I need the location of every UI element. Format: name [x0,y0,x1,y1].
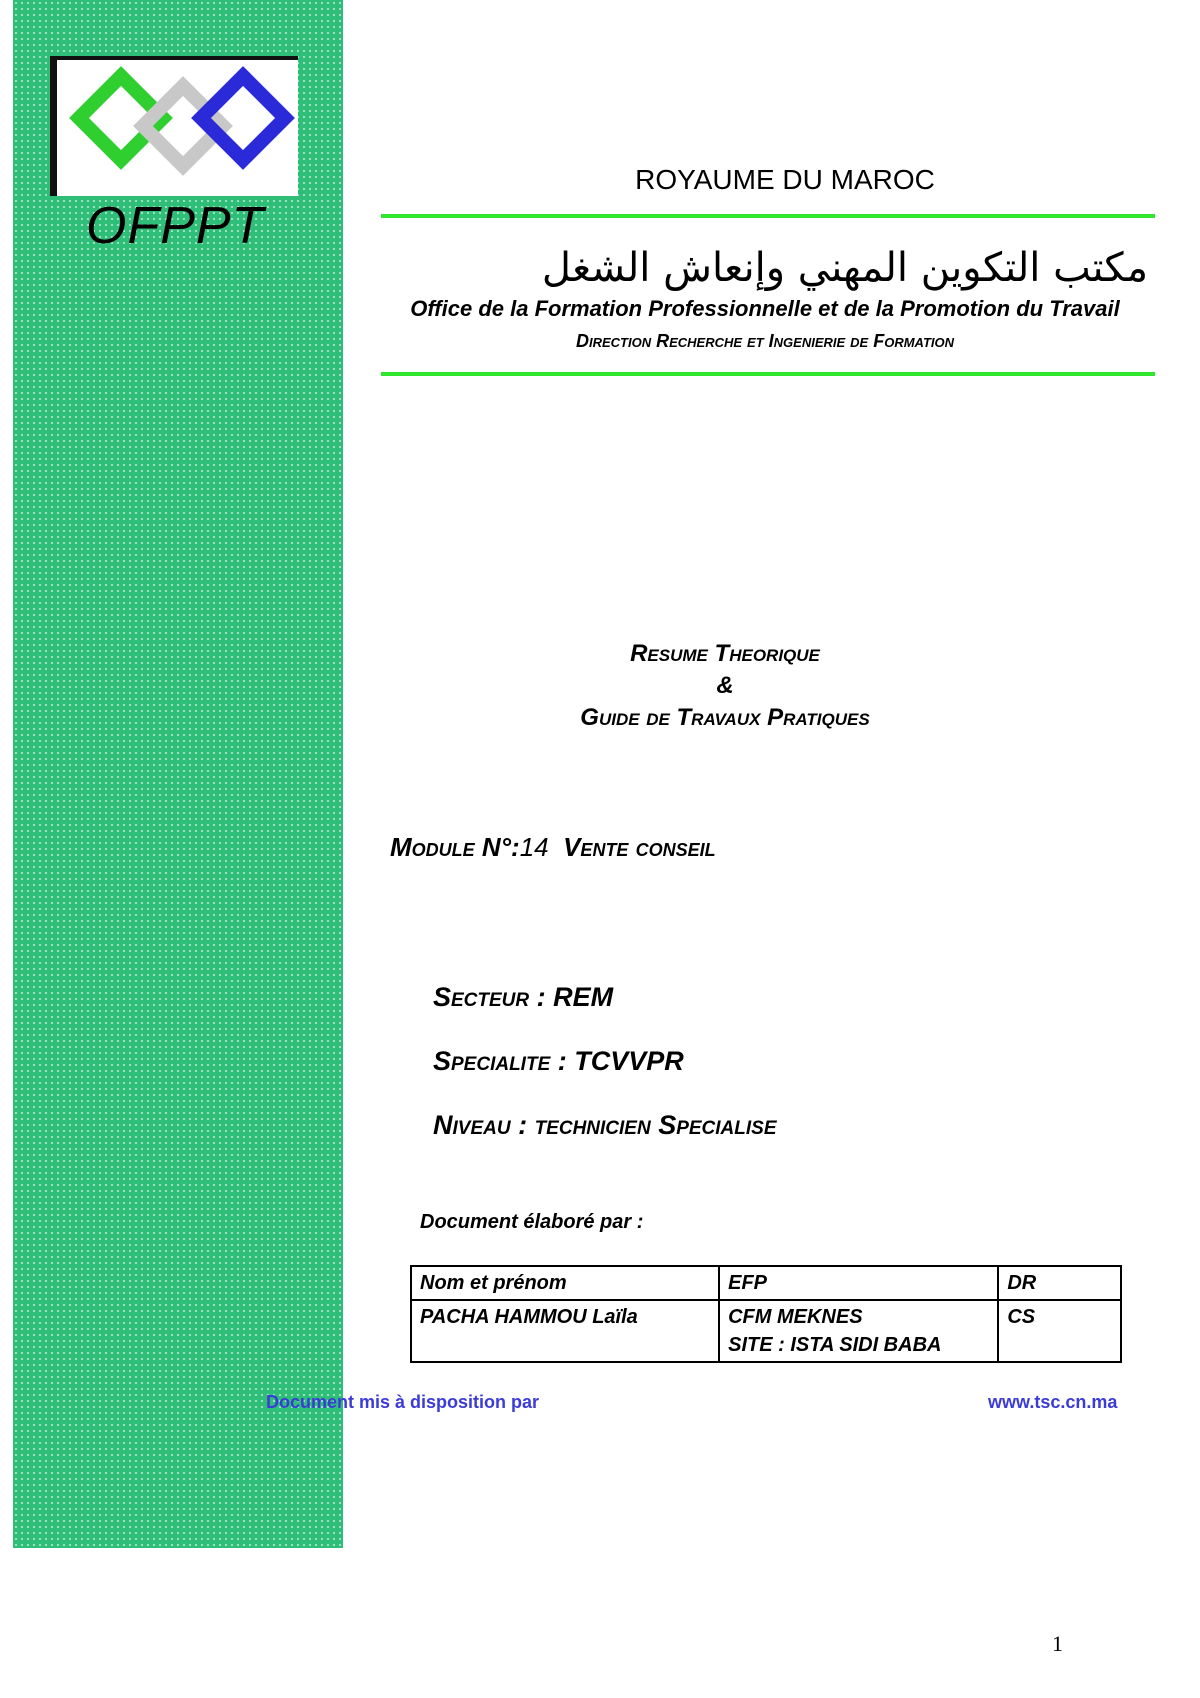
ofppt-logo [50,56,298,196]
author-efp-line-2: SITE : ISTA SIDI BABA [728,1334,942,1356]
niveau-label: Niveau : [433,1110,528,1140]
secteur-label: Secteur : [433,982,546,1012]
kingdom-heading: ROYAUME DU MAROC [635,164,935,195]
logo-text: OFPPT [86,197,265,255]
footer-website-link[interactable]: www.tsc.cn.ma [988,1392,1118,1412]
title-line-1: Resume Theorique [630,640,820,667]
header-name: Nom et prénom [411,1266,719,1300]
direction-name: Direction Recherche et Ingenierie de Formation [575,331,955,351]
footer-provided-by: Document mis à disposition par [266,1392,540,1412]
module-number: 14 [519,832,549,862]
author-efp [719,1300,998,1362]
specialite-field [433,1048,684,1075]
header-efp: EFP [719,1266,998,1300]
authors-intro: Document élaboré par : [420,1211,644,1233]
table-row [411,1300,1121,1362]
office-name: Office de la Formation Professionnelle et de la Promotion du Travail [410,296,1120,321]
title-line-3: Guide de Travaux Pratiques [580,704,870,731]
author-name: PACHA HAMMOU Laïla [411,1300,719,1362]
author-dr: CS [998,1300,1121,1362]
header-divider-bottom [381,372,1155,376]
linked-diamonds-logo-icon [63,64,299,194]
module-name: Vente conseil [563,832,716,862]
niveau-field [433,1112,777,1139]
secteur-value: REM [553,982,614,1012]
header-dr: DR [998,1266,1121,1300]
module-line [390,834,716,860]
author-efp-line-1: CFM MEKNES [728,1306,863,1328]
niveau-value: technicien Specialise [534,1110,777,1140]
header-divider-top [381,214,1155,218]
page-number: 1 [1052,1631,1063,1656]
table-header-row [411,1266,1121,1300]
arabic-office-name: مكتب التكوين المهني وإنعاش الشغل [541,245,1148,291]
document-title [380,638,1070,734]
module-label: Module N°: [390,832,520,862]
authors-table [410,1265,1122,1363]
specialite-value: TCVVPR [574,1046,684,1076]
title-line-2: & [716,672,734,699]
secteur-field [433,984,613,1011]
specialite-label: Specialite : [433,1046,567,1076]
